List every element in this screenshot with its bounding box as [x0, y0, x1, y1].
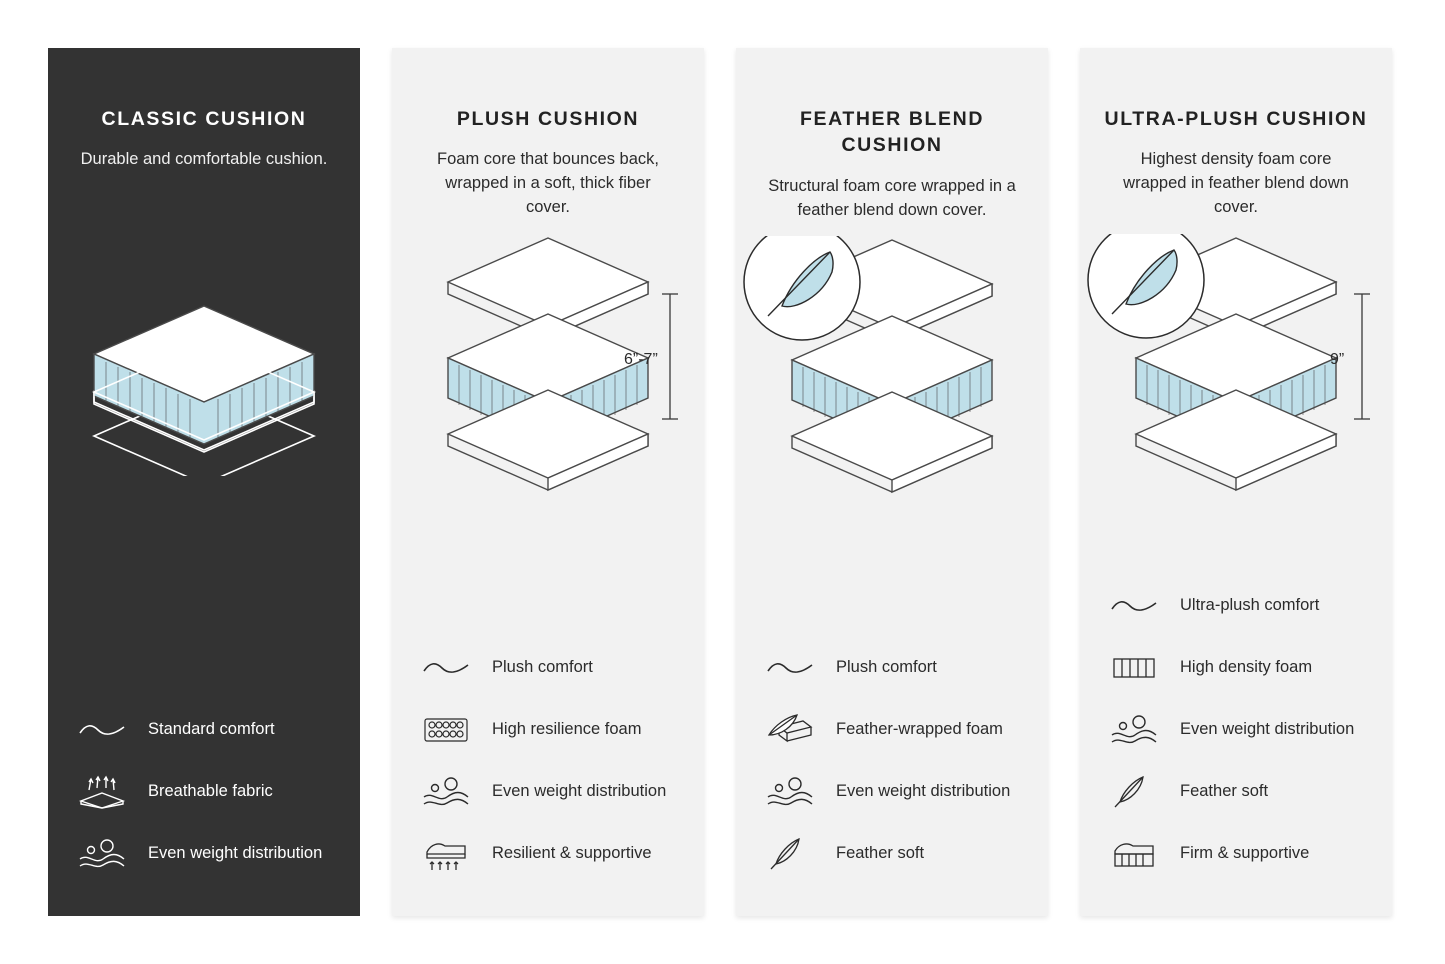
weight-distribution-icon — [1106, 710, 1162, 750]
dimension-bracket — [662, 294, 678, 419]
wave-icon — [762, 648, 818, 688]
layers-diagram-ultra-plush — [1086, 234, 1386, 524]
wave-icon — [74, 710, 130, 750]
feature-label: Breathable fabric — [148, 782, 273, 801]
cushion-card-list — [48, 48, 1392, 916]
breathable-fabric-icon — [74, 772, 130, 812]
cushion-card-ultra-plush[interactable] — [1080, 48, 1392, 916]
dimension-label: 9” — [1330, 351, 1345, 369]
weight-distribution-icon — [762, 772, 818, 812]
cushion-card-plush[interactable] — [392, 48, 704, 916]
dimension-label: 6”-7” — [624, 351, 658, 369]
feature-label: Even weight distribution — [836, 782, 1011, 801]
firm-support-icon — [1106, 834, 1162, 874]
dimension-bracket — [1354, 294, 1370, 419]
layers-diagram-plush — [398, 234, 698, 524]
feature-label: Resilient & supportive — [492, 844, 652, 863]
feature-item[interactable] — [418, 708, 678, 752]
feature-label: High density foam — [1180, 658, 1313, 677]
cushion-layers-illustration — [392, 234, 704, 534]
feature-item[interactable] — [418, 646, 678, 690]
feature-label: High resilience foam — [492, 720, 642, 739]
feature-item[interactable] — [762, 770, 1022, 814]
card-title: PLUSH CUSHION — [456, 108, 640, 130]
feature-label: Firm & supportive — [1180, 844, 1310, 863]
feature-item[interactable] — [762, 646, 1022, 690]
feature-label: Feather soft — [836, 844, 925, 863]
feature-item[interactable] — [1106, 646, 1366, 690]
feather-badge — [744, 236, 860, 340]
feature-list — [736, 646, 1048, 916]
feature-label: Feather-wrapped foam — [836, 720, 1003, 739]
weight-distribution-icon — [418, 772, 474, 812]
feature-item[interactable] — [762, 832, 1022, 876]
card-title: ULTRA-PLUSH CUSHION — [1104, 108, 1368, 130]
feature-item[interactable] — [1106, 708, 1366, 752]
feature-item[interactable] — [74, 708, 334, 752]
feature-label: Ultra-plush comfort — [1180, 596, 1320, 615]
feature-item[interactable] — [418, 770, 678, 814]
feature-list — [392, 646, 704, 916]
card-title: CLASSIC CUSHION — [101, 108, 307, 130]
card-description: Structural foam core wrapped in a feather blend down cover. — [768, 176, 1016, 219]
feature-label: Even weight distribution — [148, 844, 323, 863]
layers-diagram-feather-blend — [742, 236, 1042, 526]
feature-label: Plush comfort — [836, 658, 937, 677]
honeycomb-foam-icon — [418, 710, 474, 750]
feature-label: Even weight distribution — [1180, 720, 1355, 739]
feature-label: Feather soft — [1180, 782, 1269, 801]
card-description: Highest density foam core wrapped in feather blend down cover. — [1123, 150, 1349, 217]
feature-item[interactable] — [418, 832, 678, 876]
cushion-layers-illustration — [736, 236, 1048, 536]
wave-icon — [1106, 586, 1162, 626]
feature-list — [48, 708, 360, 916]
weight-distribution-icon — [74, 834, 130, 874]
cushion-card-feather-blend[interactable] — [736, 48, 1048, 916]
feature-item[interactable] — [1106, 770, 1366, 814]
card-title: FEATHER BLEND CUSHION — [799, 108, 985, 157]
cushion-layers-illustration — [48, 186, 360, 486]
cushion-card-classic[interactable] — [48, 48, 360, 916]
feature-list — [1080, 584, 1392, 916]
feature-label: Plush comfort — [492, 658, 593, 677]
wave-icon — [418, 648, 474, 688]
card-description: Durable and comfortable cushion. — [80, 150, 328, 169]
cushion-layers-illustration — [1080, 234, 1392, 534]
feature-label: Even weight distribution — [492, 782, 667, 801]
feature-item[interactable] — [1106, 832, 1366, 876]
card-description: Foam core that bounces back, wrapped in a soft, thick fiber cover. — [437, 150, 659, 217]
feather-wrapped-foam-icon — [762, 710, 818, 750]
feature-item[interactable] — [74, 832, 334, 876]
feather-badge — [1088, 234, 1204, 338]
feather-icon — [762, 834, 818, 874]
feature-item[interactable] — [1106, 584, 1366, 628]
feature-item[interactable] — [74, 770, 334, 814]
feature-item[interactable] — [762, 708, 1022, 752]
layers-diagram-dark — [54, 186, 354, 476]
feather-icon — [1106, 772, 1162, 812]
resilient-support-icon — [418, 834, 474, 874]
feature-label: Standard comfort — [148, 720, 275, 739]
high-density-foam-icon — [1106, 648, 1162, 688]
